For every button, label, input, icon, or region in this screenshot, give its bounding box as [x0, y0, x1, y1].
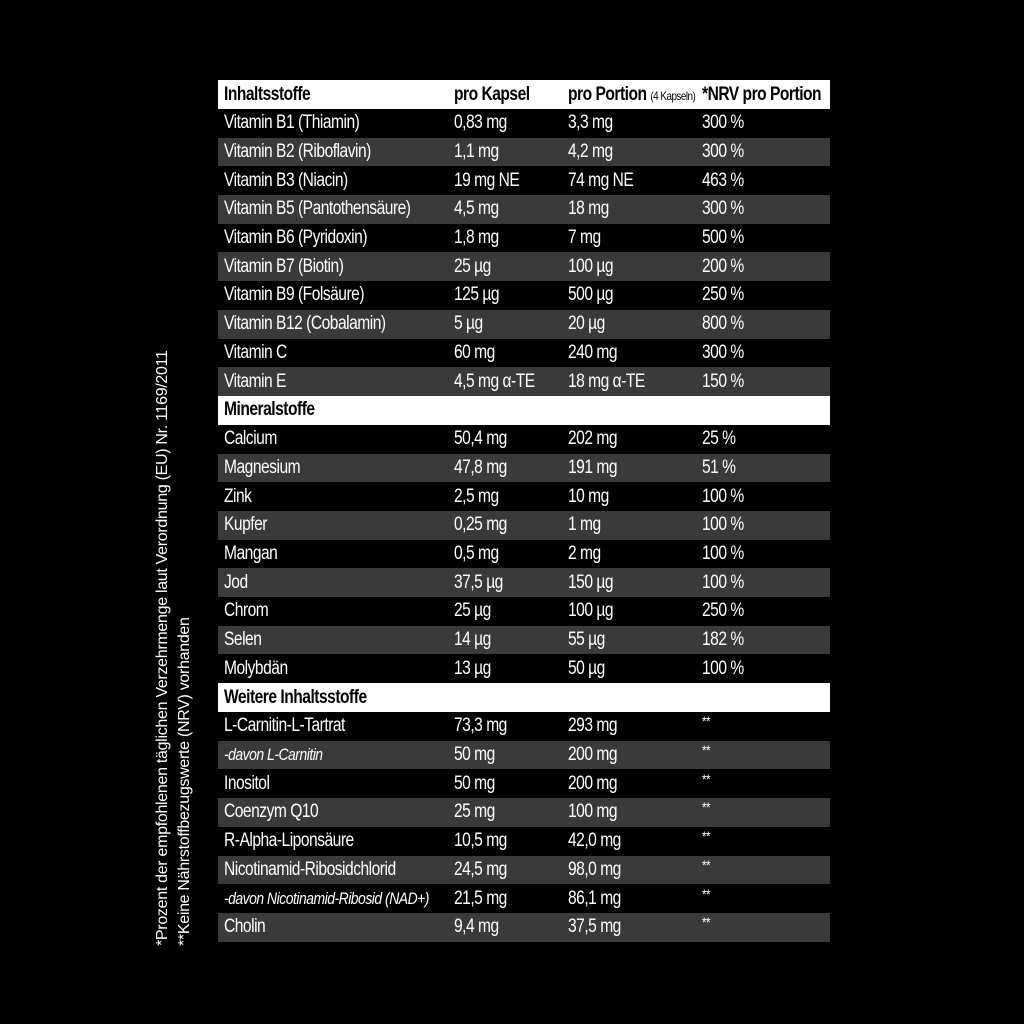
per-capsule-value: 0,5 mg [454, 542, 499, 564]
ingredient-name: Mangan [224, 542, 278, 564]
per-capsule-value: 50 mg [454, 772, 495, 794]
per-portion-value: 100 µg [568, 255, 614, 277]
table-row [218, 252, 830, 281]
per-portion-value: 18 mg α-TE [568, 370, 645, 392]
nrv-value: 800 % [702, 313, 744, 335]
nrv-value: ** [702, 799, 710, 816]
table-row [218, 741, 830, 770]
ingredient-name: Vitamin B1 (Thiamin) [224, 112, 360, 134]
table-row [218, 310, 830, 339]
per-capsule-value: 25 µg [454, 255, 491, 277]
ingredient-name: -davon Nicotinamid-Ribosid (NAD+) [224, 888, 429, 908]
table-row [218, 482, 830, 511]
vitamins-section [218, 109, 830, 396]
header-nrv-label: *NRV pro Portion [702, 83, 822, 105]
nrv-value: 182 % [702, 629, 744, 651]
nrv-value: 100 % [702, 485, 744, 507]
header-per-portion [568, 84, 695, 106]
table-row [218, 166, 830, 195]
nutrition-table [218, 80, 830, 942]
others-section-title [218, 683, 830, 712]
per-portion-value: 191 mg [568, 456, 618, 478]
per-portion-value: 7 mg [568, 227, 601, 249]
ingredient-name: Vitamin B2 (Riboflavin) [224, 141, 371, 163]
nrv-value: ** [702, 856, 710, 873]
table-row [218, 511, 830, 540]
ingredient-name: Inositol [224, 772, 270, 794]
nrv-value: ** [702, 885, 710, 902]
nrv-value: 500 % [702, 227, 744, 249]
minerals-section-title [218, 396, 830, 425]
per-capsule-value: 24,5 mg [454, 858, 507, 880]
nrv-value: 100 % [702, 514, 744, 536]
table-row [218, 712, 830, 741]
per-capsule-value: 13 µg [454, 657, 491, 679]
per-capsule-value: 60 mg [454, 341, 495, 363]
ingredient-name: Vitamin B6 (Pyridoxin) [224, 227, 368, 249]
table-row [218, 224, 830, 253]
nrv-value: 250 % [702, 600, 744, 622]
table-row [218, 109, 830, 138]
per-capsule-value: 50 mg [454, 744, 495, 766]
ingredient-name: Nicotinamid-Ribosidchlorid [224, 858, 396, 880]
header-per-portion-label: pro Portion [568, 83, 647, 105]
nrv-value: 300 % [702, 341, 744, 363]
ingredient-name: L-Carnitin-L-Tartrat [224, 715, 345, 737]
nrv-value: 100 % [702, 571, 744, 593]
table-row [218, 568, 830, 597]
per-portion-value: 202 mg [568, 428, 618, 450]
per-portion-value: 55 µg [568, 629, 605, 651]
table-row [218, 798, 830, 827]
table-row [218, 339, 830, 368]
per-capsule-value: 4,5 mg [454, 198, 499, 220]
per-capsule-value: 37,5 µg [454, 571, 503, 593]
nrv-value: ** [702, 770, 710, 787]
per-portion-value: 200 mg [568, 744, 618, 766]
table-row [218, 769, 830, 798]
per-portion-value: 98,0 mg [568, 858, 621, 880]
ingredient-name: Zink [224, 485, 252, 507]
nrv-value: 100 % [702, 657, 744, 679]
table-row [218, 913, 830, 942]
others-title: Weitere Inhaltsstoffe [224, 686, 367, 708]
per-capsule-value: 25 mg [454, 801, 495, 823]
table-row [218, 626, 830, 655]
ingredient-name: Vitamin C [224, 341, 287, 363]
per-portion-value: 1 mg [568, 514, 601, 536]
per-capsule-value: 4,5 mg α-TE [454, 370, 535, 392]
ingredient-name: Vitamin B7 (Biotin) [224, 255, 344, 277]
per-capsule-value: 25 µg [454, 600, 491, 622]
per-portion-value: 20 µg [568, 313, 605, 335]
ingredient-name: Vitamin B5 (Pantothensäure) [224, 198, 411, 220]
table-row [218, 367, 830, 396]
ingredient-name: Calcium [224, 428, 277, 450]
per-portion-value: 200 mg [568, 772, 618, 794]
ingredient-name: Cholin [224, 916, 266, 938]
footnotes [152, 246, 196, 946]
table-header [218, 80, 830, 109]
ingredient-name: Coenzym Q10 [224, 801, 319, 823]
per-capsule-value: 0,25 mg [454, 514, 507, 536]
per-portion-value: 240 mg [568, 341, 618, 363]
nrv-value: ** [702, 828, 710, 845]
nrv-value: ** [702, 742, 710, 759]
per-portion-value: 50 µg [568, 657, 605, 679]
per-capsule-value: 1,8 mg [454, 227, 499, 249]
per-portion-value: 2 mg [568, 542, 601, 564]
per-portion-value: 3,3 mg [568, 112, 613, 134]
per-portion-value: 74 mg NE [568, 169, 634, 191]
header-ingredients: Inhaltsstoffe [224, 83, 311, 105]
table-row [218, 138, 830, 167]
per-capsule-value: 5 µg [454, 313, 483, 335]
per-portion-value: 42,0 mg [568, 830, 621, 852]
ingredient-name: Kupfer [224, 514, 267, 536]
per-capsule-value: 47,8 mg [454, 456, 507, 478]
per-capsule-value: 2,5 mg [454, 485, 499, 507]
nrv-value: 100 % [702, 542, 744, 564]
ingredient-name: Magnesium [224, 456, 301, 478]
nrv-value: 300 % [702, 112, 744, 134]
table-row [218, 195, 830, 224]
per-portion-value: 100 mg [568, 801, 618, 823]
header-per-portion-note: (4 Kapseln) [650, 88, 696, 103]
nrv-value: 300 % [702, 141, 744, 163]
ingredient-name: Selen [224, 629, 262, 651]
per-capsule-value: 73,3 mg [454, 715, 507, 737]
ingredient-name: Vitamin E [224, 370, 286, 392]
ingredient-name: Vitamin B12 (Cobalamin) [224, 313, 386, 335]
per-portion-value: 150 µg [568, 571, 614, 593]
nrv-value: ** [702, 713, 710, 730]
table-row [218, 597, 830, 626]
nrv-value: 300 % [702, 198, 744, 220]
ingredient-name: Molybdän [224, 657, 288, 679]
per-capsule-value: 9,4 mg [454, 916, 499, 938]
table-row [218, 540, 830, 569]
footnote-nrv: *Prozent der empfohlenen täglichen Verzehrmenge laut Verordnung (EU) Nr. 1169/2011 [154, 350, 171, 946]
per-portion-value: 86,1 mg [568, 887, 621, 909]
nrv-value: 250 % [702, 284, 744, 306]
per-capsule-value: 10,5 mg [454, 830, 507, 852]
per-portion-value: 100 µg [568, 600, 614, 622]
per-portion-value: 18 mg [568, 198, 609, 220]
per-capsule-value: 14 µg [454, 629, 491, 651]
minerals-section [218, 425, 830, 683]
header-nrv [702, 84, 821, 106]
per-portion-value: 37,5 mg [568, 916, 621, 938]
ingredient-name: Vitamin B9 (Folsäure) [224, 284, 365, 306]
per-capsule-value: 0,83 mg [454, 112, 507, 134]
per-capsule-value: 21,5 mg [454, 887, 507, 909]
ingredient-name: Chrom [224, 600, 269, 622]
header-per-capsule: pro Kapsel [454, 83, 530, 105]
per-portion-value: 10 mg [568, 485, 609, 507]
per-capsule-value: 1,1 mg [454, 141, 499, 163]
table-row [218, 654, 830, 683]
table-row [218, 454, 830, 483]
table-row [218, 884, 830, 913]
nrv-value: 463 % [702, 169, 744, 191]
others-section [218, 712, 830, 942]
table-row [218, 425, 830, 454]
nrv-value: 150 % [702, 370, 744, 392]
per-capsule-value: 19 mg NE [454, 169, 520, 191]
per-capsule-value: 50,4 mg [454, 428, 507, 450]
minerals-title: Mineralstoffe [224, 399, 315, 421]
nrv-value: ** [702, 914, 710, 931]
nrv-value: 51 % [702, 456, 736, 478]
table-row [218, 856, 830, 885]
table-row [218, 827, 830, 856]
footnote-no-nrv: **Keine Nährstoffbezugswerte (NRV) vorhanden [176, 617, 193, 946]
nrv-value: 200 % [702, 255, 744, 277]
per-portion-value: 500 µg [568, 284, 614, 306]
ingredient-name: -davon L-Carnitin [224, 745, 323, 765]
table-row [218, 281, 830, 310]
nrv-value: 25 % [702, 428, 736, 450]
per-portion-value: 293 mg [568, 715, 618, 737]
per-capsule-value: 125 µg [454, 284, 500, 306]
per-portion-value: 4,2 mg [568, 141, 613, 163]
ingredient-name: Vitamin B3 (Niacin) [224, 169, 348, 191]
ingredient-name: Jod [224, 571, 248, 593]
ingredient-name: R-Alpha-Liponsäure [224, 830, 354, 852]
